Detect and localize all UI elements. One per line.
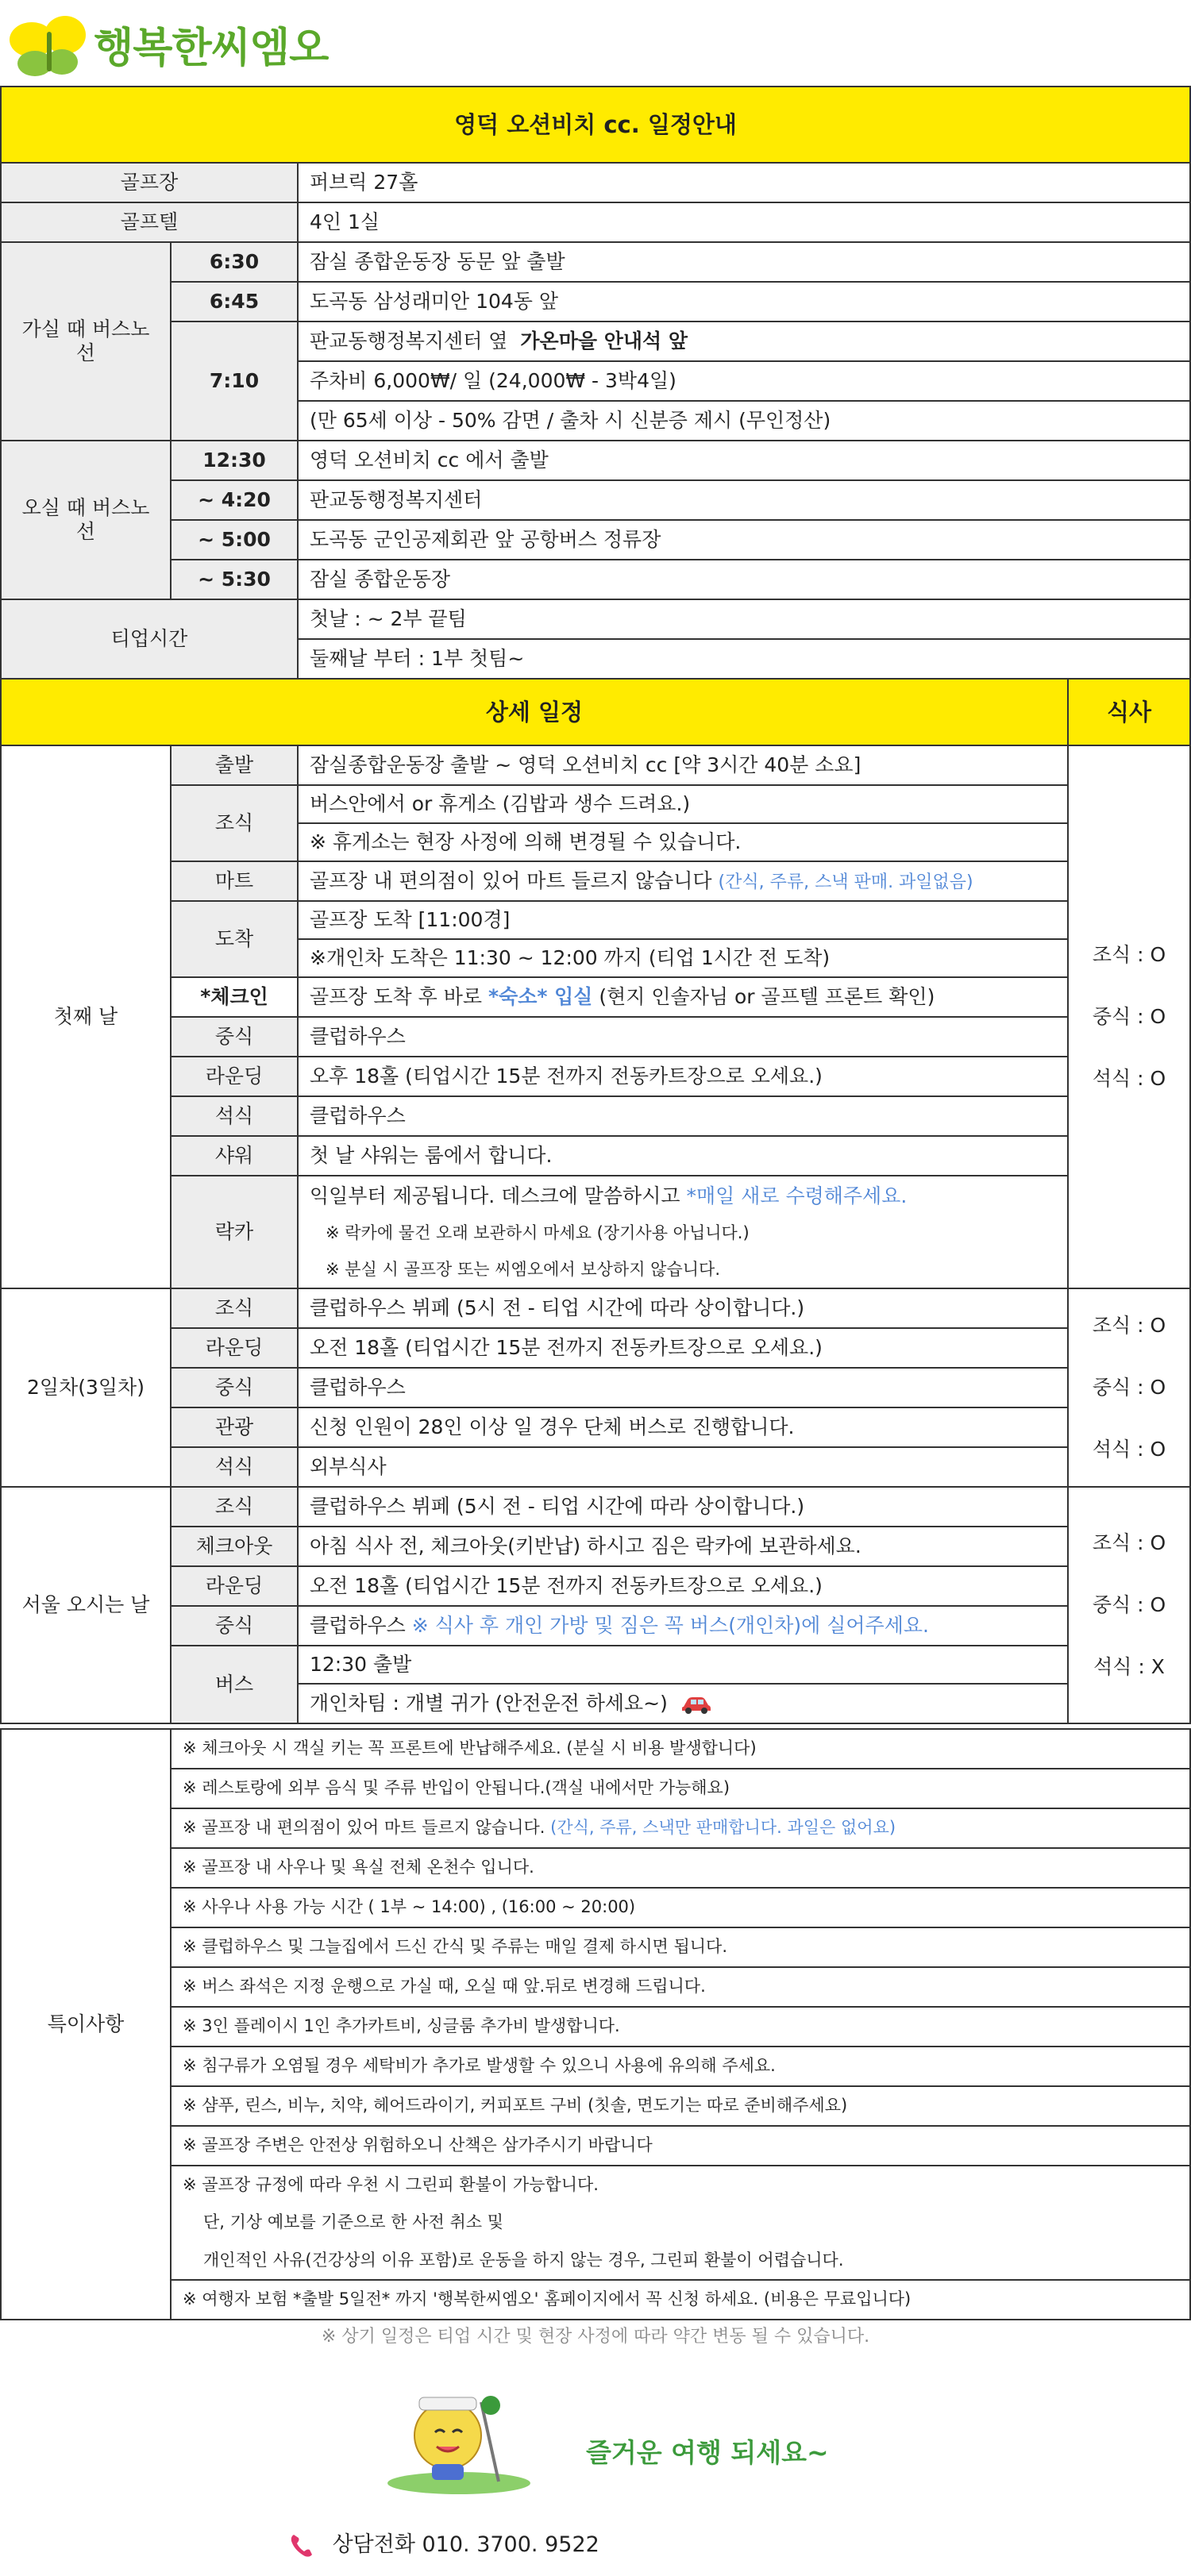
schedule-text: 잠실종합운동장 출발 ~ 영덕 오션비치 cc [약 3시간 40분 소요] — [298, 745, 1068, 785]
note-item: ※ 3인 플레이시 1인 추가카트비, 싱글룸 추가비 발생합니다. — [171, 2007, 1190, 2047]
note-item: ※ 레스토랑에 외부 음식 및 주류 반입이 안됩니다.(객실 내에서만 가능해요) — [171, 1769, 1190, 1808]
schedule-label: 석식 — [171, 1447, 298, 1487]
locker-line1-blue: *매일 새로 수령해주세요. — [686, 1184, 908, 1207]
meal-lunch: 중식 : O — [1092, 1005, 1166, 1028]
meal-lunch: 중식 : O — [1092, 1376, 1166, 1399]
golf-course-label: 골프장 — [1, 163, 298, 202]
note-mart-text: ※ 골프장 내 편의점이 있어 마트 들르지 않습니다. — [183, 1818, 545, 1838]
schedule-text: 외부식사 — [298, 1447, 1068, 1487]
pangyo-stop-landmark: 가온마을 안내석 앞 — [520, 329, 688, 352]
pangyo-stop-line — [299, 322, 1189, 362]
note-item: ※ 클럽하우스 및 그늘집에서 드신 간식 및 주류는 매일 결제 하시면 됩니다. — [171, 1927, 1190, 1967]
footer-note: ※ 상기 일정은 티업 시간 및 현장 사정에 따라 약간 변동 될 수 있습니다. — [321, 2327, 870, 2347]
schedule-text: 오전 18홀 (티업시간 15분 전까지 전동카트장으로 오세요.) — [298, 1566, 1068, 1606]
schedule-text: ※ 휴게소는 현장 사정에 의해 변경될 수 있습니다. — [298, 823, 1068, 861]
day2-meals — [1068, 1288, 1190, 1487]
schedule-text: ※ 분실 시 골프장 또는 씨엠오에서 보상하지 않습니다. — [298, 1252, 1068, 1288]
schedule-label: 출발 — [171, 745, 298, 785]
schedule-label: 마트 — [171, 861, 298, 901]
schedule-label: 조식 — [171, 1288, 298, 1328]
bus-go-stop: 잠실 종합운동장 동문 앞 출발 — [298, 242, 1190, 282]
bus-return-time: ~ 4:20 — [171, 480, 298, 520]
schedule-label: *체크인 — [171, 977, 298, 1017]
bus-go-stop: 도곡동 삼성래미안 104동 앞 — [298, 282, 1190, 322]
schedule-text: 버스안에서 or 휴게소 (김밥과 생수 드려요.) — [298, 785, 1068, 823]
note-item: 단, 기상 예보를 기준으로 한 사전 취소 및 — [171, 2204, 1190, 2242]
bus-go-time: 6:45 — [171, 282, 298, 322]
schedule-label: 중식 — [171, 1017, 298, 1057]
meal-breakfast: 조식 : O — [1092, 943, 1166, 966]
bus-return-stop: 판교동행정복지센터 — [298, 480, 1190, 520]
note-item: ※ 사우나 사용 가능 시간 ( 1부 ~ 14:00) , (16:00 ~ 20:00) — [171, 1888, 1190, 1927]
schedule-text — [298, 1176, 1068, 1215]
schedule-text: 클럽하우스 — [298, 1017, 1068, 1057]
schedule-label: 라운딩 — [171, 1057, 298, 1096]
detail-title: 상세 일정 — [1, 679, 1068, 745]
schedule-text: 오전 18홀 (티업시간 15분 전까지 전동카트장으로 오세요.) — [298, 1328, 1068, 1368]
bus-return-stop: 영덕 오션비치 cc 에서 출발 — [298, 441, 1190, 480]
bus-go-time: 7:10 — [171, 322, 298, 441]
contact-phone — [287, 2527, 599, 2560]
private-car-text: 개인차팀 : 개별 귀가 (안전운전 하세요~) — [310, 1692, 668, 1715]
schedule-text: ※ 락카에 물건 오래 보관하시 마세요 (장기사용 아닙니다.) — [298, 1215, 1068, 1252]
schedule-label: 락카 — [171, 1176, 298, 1288]
overview-table — [0, 86, 1191, 680]
greeting-text: 즐거운 여행 되세요~ — [586, 2437, 829, 2468]
schedule-label: 관광 — [171, 1407, 298, 1447]
schedule-label: 샤워 — [171, 1136, 298, 1176]
checkin-highlight: *숙소* 입실 — [488, 985, 593, 1008]
note-item: ※ 골프장 내 사우나 및 욕실 전체 온천수 입니다. — [171, 1848, 1190, 1888]
schedule-text: 신청 인원이 28인 이상 일 경우 단체 버스로 진행합니다. — [298, 1407, 1068, 1447]
teeoff-day2: 둘째날 부터 : 1부 첫팀~ — [298, 639, 1190, 679]
day3-label: 서울 오시는 날 — [1, 1487, 171, 1723]
note-item: ※ 여행자 보험 *출발 5일전* 까지 '행복한씨엠오' 홈페이지에서 꼭 신청 하세요. (비용은 무료입니다) — [171, 2280, 1190, 2320]
schedule-label: 라운딩 — [171, 1566, 298, 1606]
schedule-label: 중식 — [171, 1368, 298, 1407]
note-item: ※ 체크아웃 시 객실 키는 꼭 프론트에 반납해주세요. (분실 시 비용 발생합니다) — [171, 1729, 1190, 1769]
schedule-text: 첫 날 샤워는 룸에서 합니다. — [298, 1136, 1068, 1176]
bus-go-stop-pangyo — [298, 322, 1190, 441]
golf-course-value: 퍼브릭 27홀 — [298, 163, 1190, 202]
schedule-text: 클럽하우스 — [298, 1368, 1068, 1407]
phone-text: 상담전화 010. 3700. 9522 — [332, 2532, 599, 2557]
checkin-post: (현지 인솔자님 or 골프텔 프론트 확인) — [599, 985, 935, 1008]
notes-label: 특이사항 — [1, 1729, 171, 2320]
mart-text: 골프장 내 편의점이 있어 마트 들르지 않습니다 — [310, 868, 712, 892]
detail-table — [0, 678, 1191, 1724]
teeoff-label: 티업시간 — [1, 599, 298, 679]
note-item: 개인적인 사유(건강상의 이유 포함)로 운동을 하지 않는 경우, 그린피 환불이 어렵습니다. — [171, 2242, 1190, 2280]
schedule-label: 버스 — [171, 1646, 298, 1723]
schedule-text — [298, 1606, 1068, 1646]
bus-return-stop: 잠실 종합운동장 — [298, 560, 1190, 599]
bus-go-time: 6:30 — [171, 242, 298, 282]
locker-line1: 익일부터 제공됩니다. 데스크에 말씀하시고 — [310, 1184, 680, 1207]
schedule-text: 클럽하우스 뷔페 (5시 전 - 티업 시간에 따라 상이합니다.) — [298, 1288, 1068, 1328]
bus-return-time: ~ 5:00 — [171, 520, 298, 560]
logo-bar — [0, 0, 1191, 86]
bus-return-stop: 도곡동 군인공제회관 앞 공항버스 정류장 — [298, 520, 1190, 560]
schedule-label: 라운딩 — [171, 1328, 298, 1368]
schedule-text: 클럽하우스 — [298, 1096, 1068, 1136]
schedule-text: ※개인차 도착은 11:30 ~ 12:00 까지 (티업 1시간 전 도착) — [298, 939, 1068, 977]
bus-return-label: 오실 때 버스노선 — [1, 441, 171, 599]
note-item: ※ 골프장 주변은 안전상 위험하오니 산책은 삼가주시기 바랍니다 — [171, 2126, 1190, 2166]
schedule-label: 조식 — [171, 785, 298, 861]
day3-lunch-note: ※ 식사 후 개인 가방 및 짐은 꼭 버스(개인차)에 실어주세요. — [411, 1614, 929, 1637]
golfer-character-icon — [380, 2370, 538, 2497]
schedule-label: 중식 — [171, 1606, 298, 1646]
mart-note: (간식, 주류, 스낵 판매. 과일없음) — [718, 872, 973, 892]
note-item — [171, 1808, 1190, 1848]
meal-lunch: 중식 : O — [1092, 1593, 1166, 1616]
parking-fee: 주차비 6,000₩/ 일 (24,000₩ - 3박4일) — [299, 362, 1189, 402]
meal-breakfast: 조식 : O — [1092, 1314, 1166, 1337]
schedule-text: 클럽하우스 뷔페 (5시 전 - 티업 시간에 따라 상이합니다.) — [298, 1487, 1068, 1527]
meal-breakfast: 조식 : O — [1092, 1531, 1166, 1554]
schedule-label: 도착 — [171, 901, 298, 977]
bus-return-time: ~ 5:30 — [171, 560, 298, 599]
bus-return-time: 12:30 — [171, 441, 298, 480]
golftel-label: 골프텔 — [1, 202, 298, 242]
meal-header: 식사 — [1068, 679, 1190, 745]
note-mart-blue: (간식, 주류, 스낵만 판매합니다. 과일은 없어요) — [550, 1818, 896, 1838]
teeoff-day1: 첫날 : ~ 2부 끝팀 — [298, 599, 1190, 639]
schedule-label: 체크아웃 — [171, 1527, 298, 1566]
pangyo-stop-text: 판교동행정복지센터 옆 — [310, 329, 508, 352]
day1-label: 첫째 날 — [1, 745, 171, 1288]
day3-lunch-text: 클럽하우스 — [310, 1614, 406, 1637]
meal-dinner: 석식 : O — [1092, 1438, 1166, 1461]
schedule-text: 아침 식사 전, 체크아웃(키반납) 하시고 짐은 락카에 보관하세요. — [298, 1527, 1068, 1566]
note-item: ※ 버스 좌석은 지정 운행으로 가실 때, 오실 때 앞.뒤로 변경해 드립니다. — [171, 1967, 1190, 2007]
meal-dinner: 석식 : X — [1093, 1655, 1165, 1678]
phone-icon — [287, 2532, 316, 2560]
day2-label: 2일차(3일차) — [1, 1288, 171, 1487]
schedule-label: 석식 — [171, 1096, 298, 1136]
schedule-text: 오후 18홀 (티업시간 15분 전까지 전동카트장으로 오세요.) — [298, 1057, 1068, 1096]
brand-name: 행복한씨엠오 — [94, 25, 329, 72]
note-item: ※ 샴푸, 린스, 비누, 치약, 헤어드라이기, 커피포트 구비 (칫솔, 면도기는 따로 준비해주세요) — [171, 2086, 1190, 2126]
car-icon — [680, 1694, 712, 1715]
butterfly-logo-icon — [6, 11, 94, 83]
bus-go-label: 가실 때 버스노선 — [1, 242, 171, 441]
note-item: ※ 골프장 규정에 따라 우천 시 그린피 환불이 가능합니다. — [171, 2166, 1190, 2204]
schedule-text: 12:30 출발 — [298, 1646, 1068, 1684]
schedule-text — [298, 1684, 1068, 1723]
parking-discount: (만 65세 이상 - 50% 감면 / 출차 시 신분증 제시 (무인정산) — [310, 409, 831, 432]
note-item: ※ 침구류가 오염될 경우 세탁비가 추가로 발생할 수 있으니 사용에 유의해 주세요. — [171, 2047, 1190, 2086]
day1-meals — [1068, 745, 1190, 1288]
overview-title: 영덕 오션비치 cc. 일정안내 — [1, 87, 1190, 163]
checkin-pre: 골프장 도착 후 바로 — [310, 985, 483, 1008]
day3-meals — [1068, 1487, 1190, 1723]
meal-dinner: 석식 : O — [1092, 1067, 1166, 1090]
schedule-text — [298, 977, 1068, 1017]
schedule-text: 골프장 도착 [11:00경] — [298, 901, 1068, 939]
notes-table — [0, 1728, 1191, 2320]
schedule-text — [298, 861, 1068, 901]
golftel-value: 4인 1실 — [298, 202, 1190, 242]
schedule-label: 조식 — [171, 1487, 298, 1527]
